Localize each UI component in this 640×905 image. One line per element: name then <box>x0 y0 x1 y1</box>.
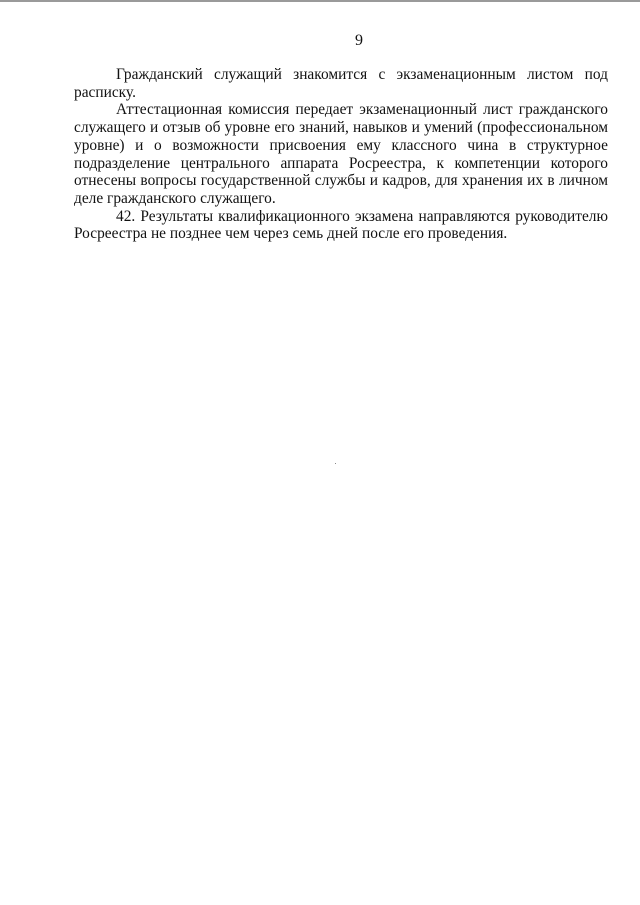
page-number: 9 <box>355 32 363 49</box>
document-body <box>74 66 608 243</box>
scan-speck <box>335 463 336 464</box>
page-top-border <box>0 0 640 2</box>
paragraph-item-42: 42. Результаты квалификационного экзамена направляются руководителю Росреестра не позднее чем через семь дней после его проведения. <box>74 207 608 243</box>
paragraph-commission-transfer: Аттестационная комиссия передает экзаменационный лист гражданского служащего и отзыв об уровне его знаний, навыков и умений (профессиональном уровне) и о возможности присвоения ему классного чина в структурное подразделение центрального аппарата Росреестра, к компетенции которого отнесены вопросы государственной службы и кадров, для хранения их в личном деле гражданского служащего. <box>74 101 608 207</box>
paragraph-familiarization: Гражданский служащий знакомится с экзаменационным листом под расписку. <box>74 66 608 101</box>
